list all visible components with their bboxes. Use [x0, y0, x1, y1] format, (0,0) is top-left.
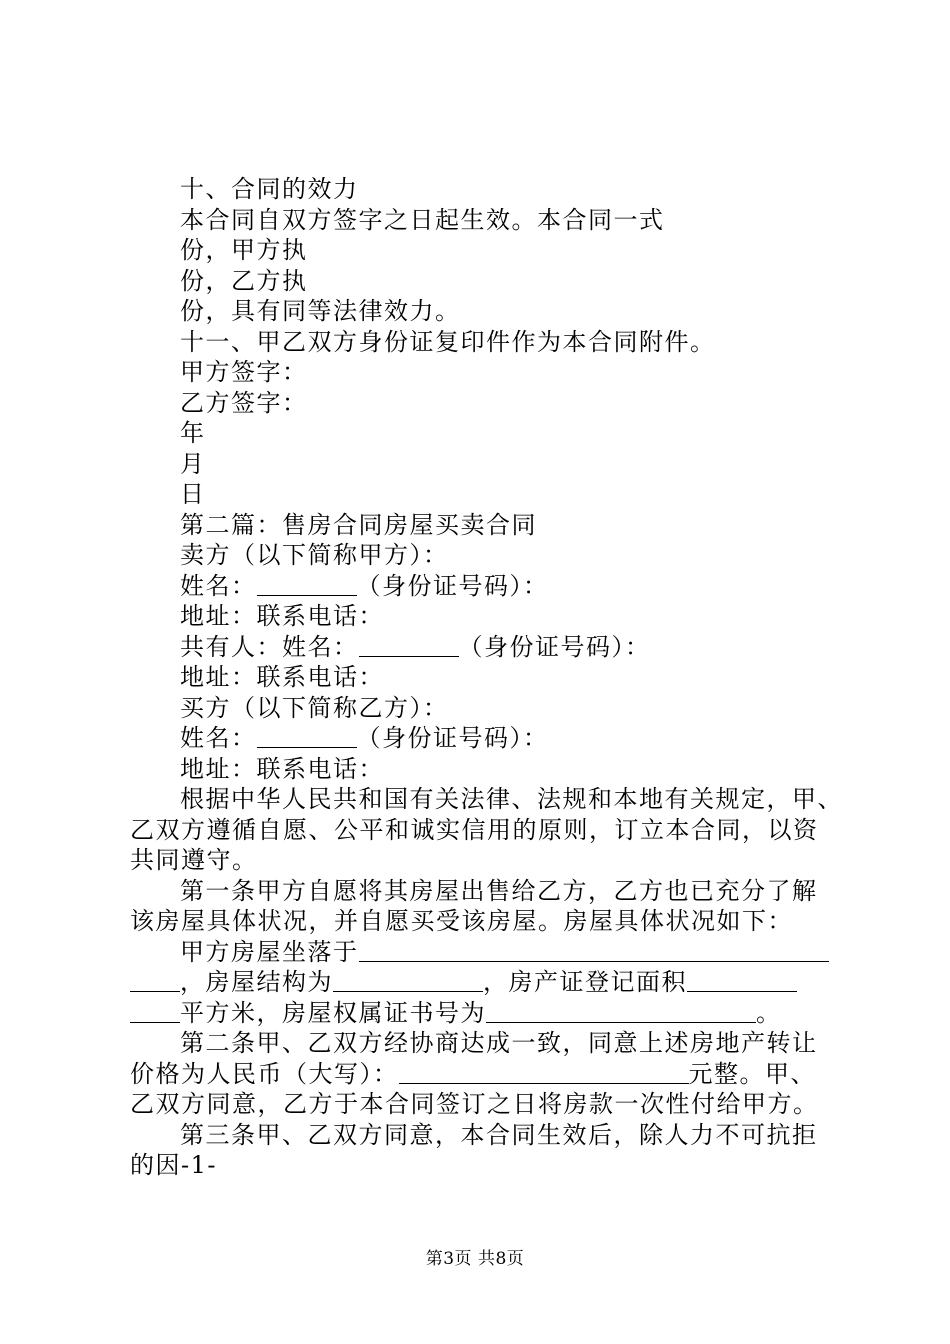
text-line: 地址：联系电话： — [180, 754, 384, 783]
date-day: 日 — [180, 480, 206, 508]
date-month: 月 — [180, 449, 206, 478]
text-line: 的因-1- — [130, 1151, 217, 1179]
text-line: 第二条甲、乙双方经协商达成一致，同意上述房地产转让 — [180, 1029, 818, 1057]
text-line: 乙双方遵循自愿、公平和诚实信用的原则，订立本合同，以资 — [130, 815, 819, 844]
co-owner-name-line — [130, 632, 840, 663]
blank-field — [257, 573, 357, 596]
text-line: 本合同自双方签字之日起生效。本合同一式 — [180, 205, 665, 234]
page-number-footer: 第3页 共8页 — [425, 1249, 525, 1269]
label: 价格为人民币（大写）： — [130, 1059, 399, 1088]
text-line: 份，具有同等法律效力。 — [180, 297, 461, 325]
label: ，房屋结构为 — [180, 968, 333, 996]
text-line: 地址：联系电话： — [180, 602, 384, 630]
property-location-line — [130, 937, 840, 968]
blank-field — [130, 969, 180, 992]
text-line: 十、合同的效力 — [180, 175, 359, 203]
label: 甲方房屋坐落于 — [180, 937, 359, 966]
property-structure-line — [130, 967, 840, 998]
blank-field — [359, 939, 829, 962]
blank-field — [359, 634, 459, 657]
label: 。 — [756, 998, 782, 1027]
text-line: 第三条甲、乙双方同意，本合同生效后，除人力不可抗拒 — [180, 1120, 818, 1149]
text-line: 卖方（以下简称甲方）： — [180, 541, 449, 569]
label: （身份证号码）： — [458, 632, 651, 661]
blank-field — [130, 1000, 180, 1023]
label: 共有人：姓名： — [180, 632, 359, 661]
buyer-name-line — [130, 723, 840, 754]
label: （身份证号码）： — [356, 571, 549, 600]
text-line: 份，甲方执 — [180, 236, 308, 264]
text-line: 十一、甲乙双方身份证复印件作为本合同附件。 — [180, 327, 716, 356]
text-line: 份，乙方执 — [180, 266, 308, 295]
contract-body — [130, 174, 843, 1181]
label: （身份证号码）： — [356, 724, 549, 752]
property-area-line — [130, 998, 840, 1029]
price-line — [130, 1059, 840, 1090]
text-line: 乙双方同意，乙方于本合同签订之日将房款一次性付给甲方。 — [130, 1090, 819, 1118]
text-line: 共同遵守。 — [130, 846, 258, 874]
date-year: 年 — [180, 419, 206, 447]
seller-name-line — [130, 571, 840, 602]
blank-field — [257, 725, 357, 748]
blank-field — [486, 1000, 756, 1023]
blank-field — [333, 969, 483, 992]
label: 元整。甲、 — [688, 1059, 816, 1088]
label: 姓名： — [180, 571, 257, 600]
blank-field — [399, 1061, 689, 1084]
signature-label-a: 甲方签字： — [180, 358, 308, 386]
text-line: 买方（以下简称乙方）： — [180, 693, 449, 722]
section-title: 第二篇：售房合同房屋买卖合同 — [180, 510, 537, 539]
text-line: 地址：联系电话： — [180, 663, 384, 691]
label: 平方米，房屋权属证书号为 — [180, 998, 486, 1027]
signature-label-b: 乙方签字： — [180, 388, 308, 417]
label: ，房产证登记面积 — [483, 968, 687, 996]
blank-field — [687, 969, 797, 992]
text-line: 根据中华人民共和国有关法律、法规和本地有关规定，甲、 — [180, 785, 843, 813]
label: 姓名： — [180, 724, 257, 752]
text-line: 该房屋具体状况，并自愿买受该房屋。房屋具体状况如下： — [130, 907, 793, 935]
text-line: 第一条甲方自愿将其房屋出售给乙方，乙方也已充分了解 — [180, 876, 818, 905]
